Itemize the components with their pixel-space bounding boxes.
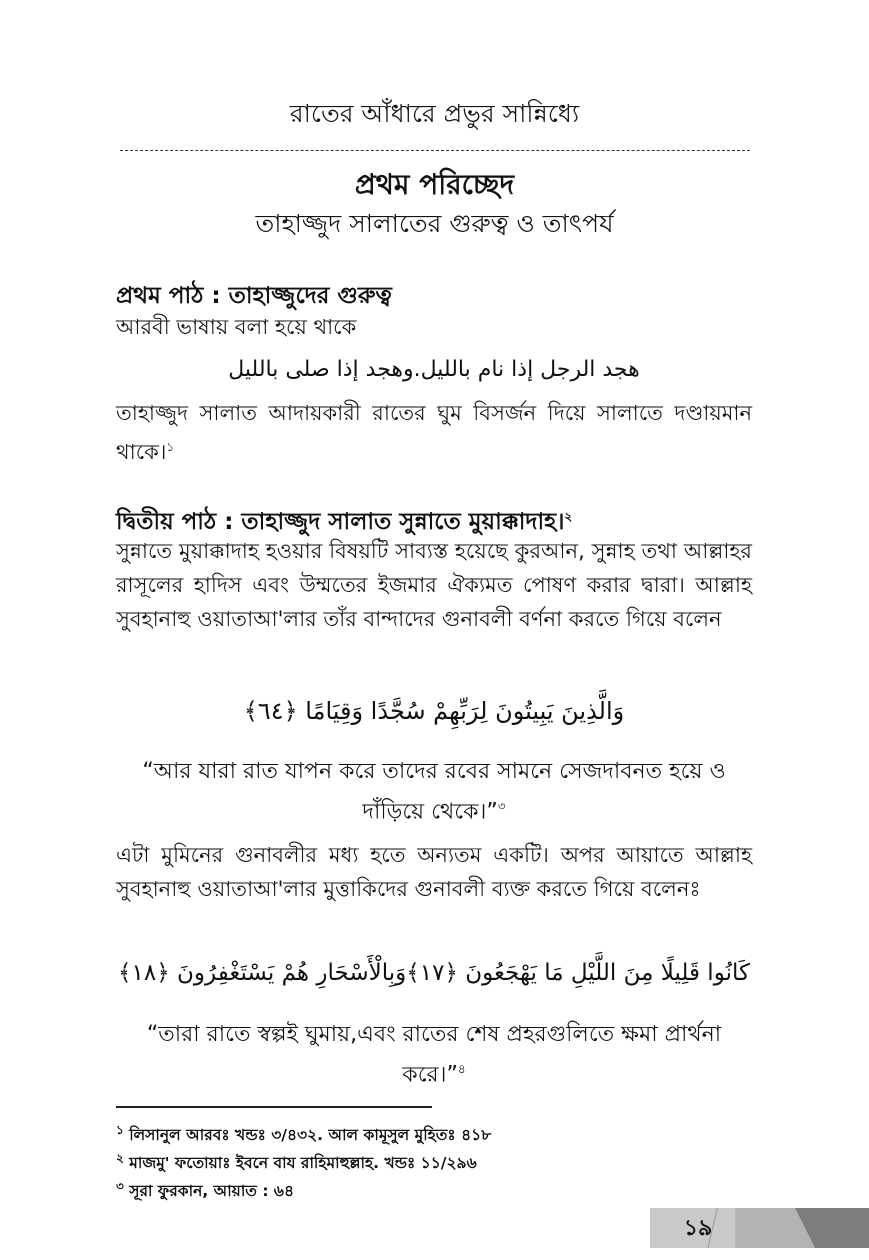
footnote-rule <box>116 1106 432 1108</box>
section1-intro: আরবী ভাষায় বলা হয়ে থাকে <box>116 315 357 339</box>
footnote-ref-1: ১ <box>166 440 175 454</box>
header-divider <box>120 150 750 151</box>
section2-body2: এটা মুমিনের গুনাবলীর মধ্য হতে অন্যতম একটি। অপর আয়াতে আল্লাহ সুবহানাহু ওয়াতাআ'লার মুত্তাকিদের গুনাবলী ব্যক্ত করতে গিয়ে বলেনঃ <box>116 843 752 901</box>
ayah-furqan-64: وَالَّذِينَ يَبِيتُونَ لِرَبِّهِمْ سُجَّدًا وَقِيَامًا ﴿٦٤﴾ <box>243 697 625 725</box>
section1-body: তাহাজ্জুদ সালাত আদায়কারী রাতের ঘুম বিসর্জন দিয়ে সালাতে দণ্ডায়মান থাকে।$^১$ <box>116 401 752 464</box>
ayah2-translation: “তারা রাতে স্বল্পই ঘুমায়,এবং রাতের শেষ প্রহরগুলিতে ক্ষমা প্রার্থনা করে।”$^৪$ <box>146 1022 722 1088</box>
section2-body: সুন্নাতে মুয়াক্কাদাহ হওয়ার বিষয়টি সাব্যস্ত হয়েছে কুরআন, সুন্নাহ তথা আল্লাহর রাসূলের হাদিস এবং উম্মতের ইজমার ঐক্যমত পোষণ করার দ্বারা। আল্লাহ সুবহানাহু ওয়াতাআ'লার তাঁর বান্দাদের গুনাবলী বর্ণনা করতে গিয়ে বলেন <box>116 539 752 631</box>
page-number: ১৯ <box>683 1216 713 1241</box>
running-head: রাতের আঁধারে প্রভুর সান্নিধ্যে <box>289 99 580 128</box>
ayah-dhariyat-17-18: كَانُوا قَلِيلًا مِنَ اللَّيْلِ مَا يَهْجَعُونَ ﴿١٧﴾وَبِالْأَسْحَارِ هُمْ يَسْتَغْفِرُونَ ﴿١٨﴾ <box>118 960 750 986</box>
footnote-ref-2: ২ <box>564 509 573 524</box>
arabic-definition: هجد الرجل إذا نام بالليل.وهجد إذا صلى بالليل <box>228 357 640 382</box>
section2-heading: দ্বিতীয় পাঠ : তাহাজ্জুদ সালাত সুন্নাতে মুয়াক্কাদাহ।$^২$ <box>116 509 573 535</box>
footnote-ref-4: ৪ <box>457 1062 466 1076</box>
chapter-subtitle: তাহাজ্জুদ সালাতের গুরুত্ব ও তাৎপর্য <box>255 209 614 238</box>
footnote-3: $^৩$ সূরা ফুরকান, আয়াত : ৬৪ <box>116 1179 295 1201</box>
chapter-title: প্রথম পরিচ্ছেদ <box>354 168 515 201</box>
footnote-1: $^১$ লিসানুল আরবঃ খন্ডঃ ৩/৪৩২. আল কামূসুল মুহিতঃ ৪১৮ <box>116 1123 492 1145</box>
ayah1-translation: “আর যারা রাত যাপন করে তাদের রবের সামনে সেজদাবনত হয়ে ও দাঁড়িয়ে থেকে।”$^৩$ <box>142 759 726 825</box>
footnote-ref-3: ৩ <box>497 799 506 813</box>
footnote-2: $^২$ মাজমু' ফতোয়াঃ ইবনে বায রাহিমাহুল্লাহ. খন্ডঃ ১১/২৯৬ <box>116 1151 477 1173</box>
section1-heading: প্রথম পাঠ : তাহাজ্জুদের গুরুত্ব <box>116 283 392 309</box>
